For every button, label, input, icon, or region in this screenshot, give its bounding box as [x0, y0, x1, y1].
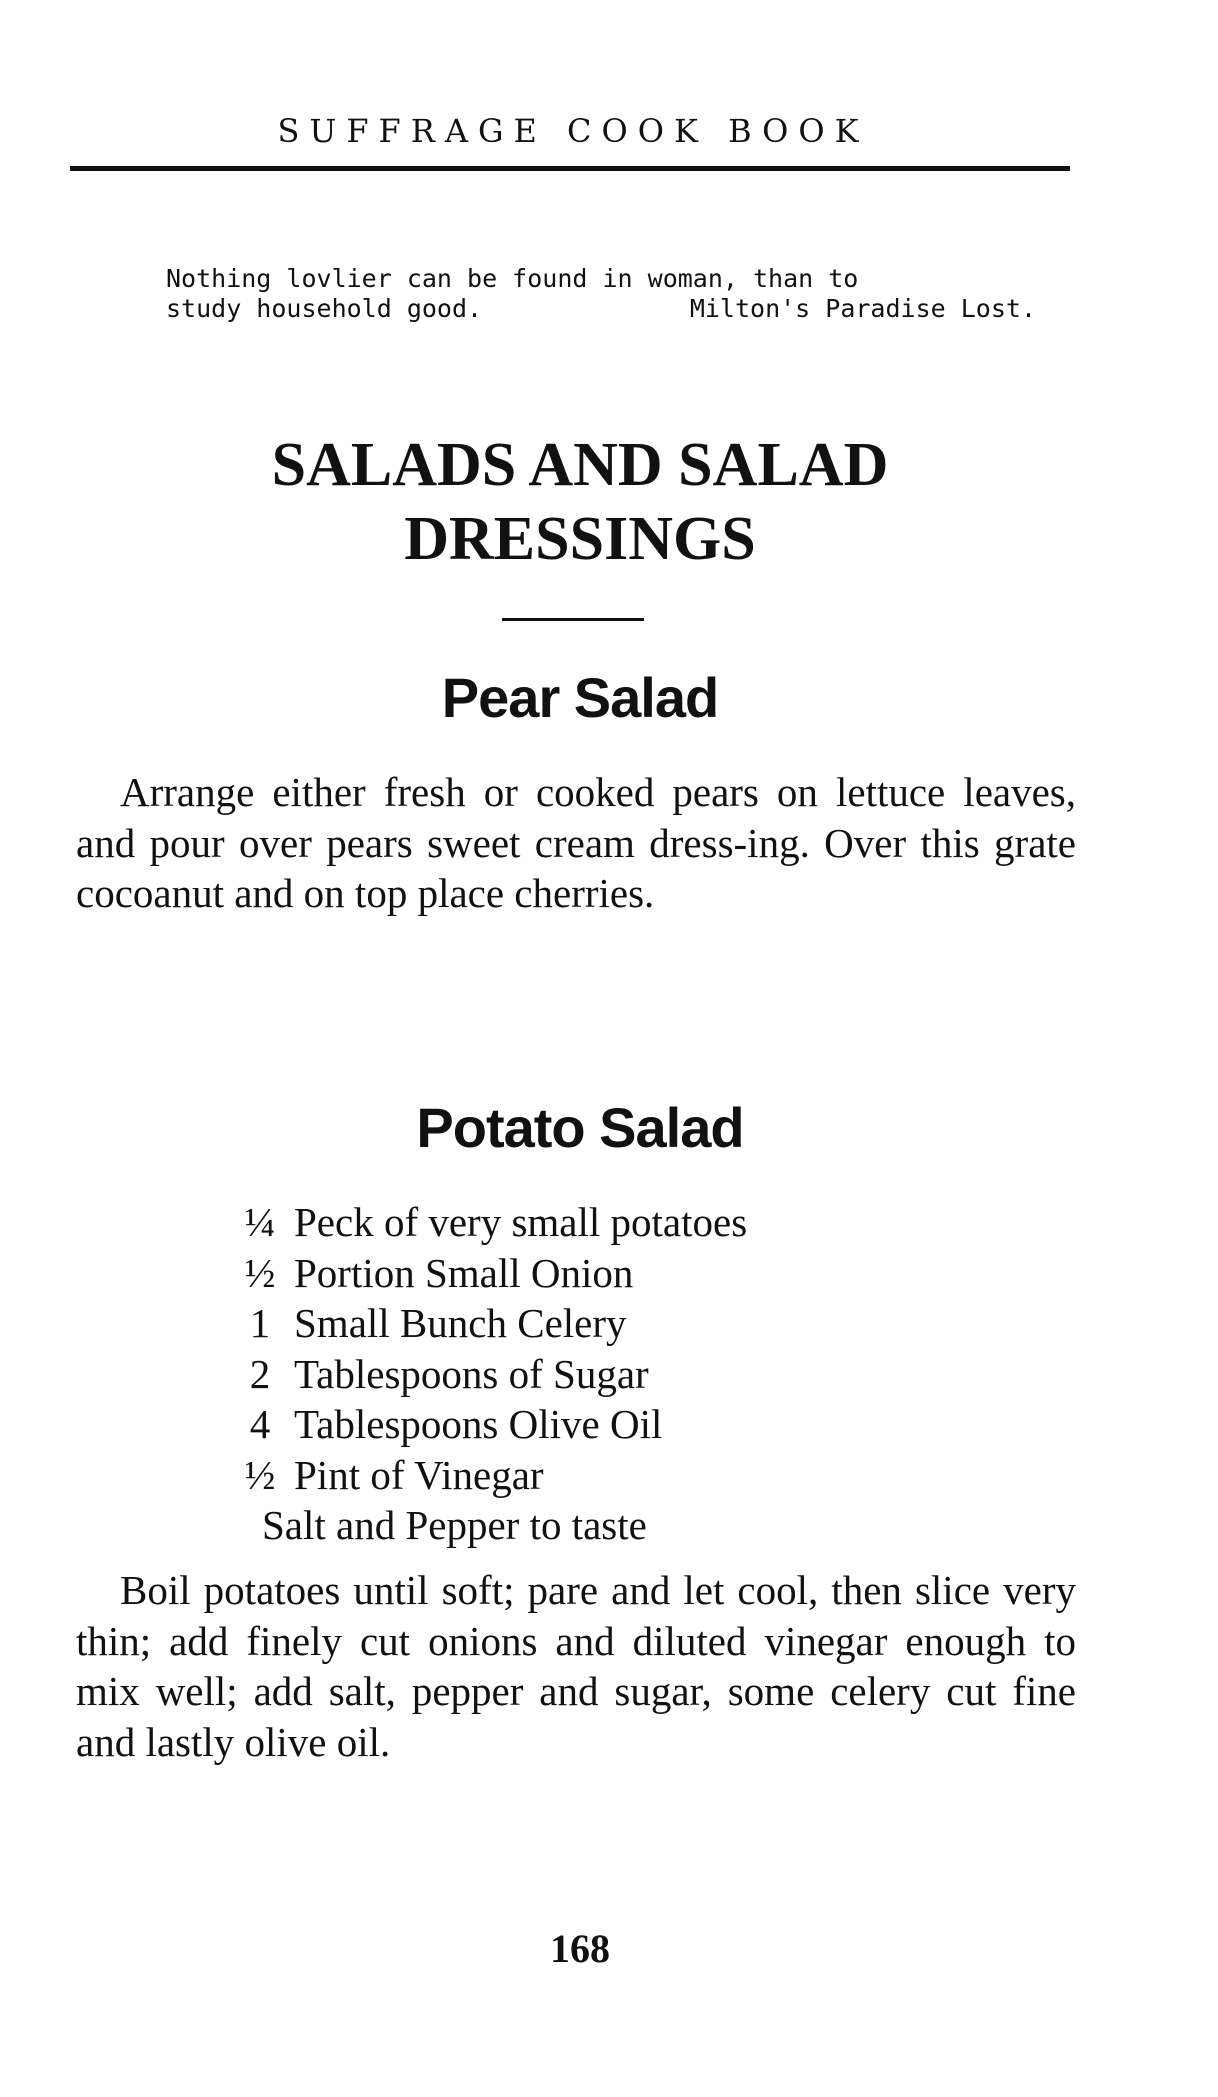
ingredient-name: Tablespoons of Sugar: [294, 1350, 649, 1397]
recipe-title-pear-salad: Pear Salad: [441, 666, 719, 729]
ingredient-item: [232, 1298, 1032, 1349]
ingredient-quantity: ¼: [244, 1199, 276, 1245]
header-rule: [70, 166, 1070, 171]
title-divider: [502, 618, 644, 621]
ingredient-name: Peck of very small potatoes: [294, 1199, 748, 1245]
ingredient-item: [232, 1248, 1032, 1299]
recipe-instructions-potato-salad: Boil potatoes until soft; pare and let cool, then slice very thin; add finely cut onions and diluted vinegar enough to mix well; add salt, pepper and sugar, some celery cut fine and lastly olive oil.: [76, 1567, 1076, 1765]
epigraph-line-1: Nothing lovlier can be found in woman, than to: [166, 264, 859, 293]
ingredient-quantity: 1: [249, 1300, 271, 1346]
ingredient-item: [232, 1349, 1032, 1400]
epigraph-line-2-text: study household good.: [166, 294, 483, 323]
recipe-instructions-pear-salad: Arrange either fresh or cooked pears on lettuce leaves, and pour over pears sweet cream dress-ing. Over this grate cocoanut and on top place cherries.: [76, 769, 1076, 916]
ingredient-item: [232, 1500, 1032, 1551]
ingredient-name: Salt and Pepper to taste: [262, 1502, 647, 1548]
ingredient-quantity: 4: [249, 1401, 271, 1447]
epigraph: [166, 264, 1036, 324]
ingredient-item: [232, 1197, 1032, 1248]
section-title-line-1: SALADS AND SALAD: [271, 431, 889, 499]
recipe-title-potato-salad: Potato Salad: [416, 1096, 744, 1159]
page-number: 168: [550, 1926, 610, 1971]
ingredient-item: [232, 1399, 1032, 1450]
epigraph-attribution: Milton's Paradise Lost.: [689, 294, 1036, 323]
ingredient-name: Portion Small Onion: [294, 1249, 634, 1296]
ingredient-name: Small Bunch Celery: [294, 1300, 627, 1346]
ingredient-quantity: 2: [249, 1350, 271, 1397]
running-header: SUFFRAGE COOK BOOK: [277, 112, 869, 150]
ingredient-name: Pint of Vinegar: [294, 1451, 544, 1498]
ingredient-list-potato-salad: [232, 1197, 1032, 1551]
section-title-line-2: DRESSINGS: [404, 505, 756, 573]
ingredient-quantity: ½: [244, 1451, 276, 1498]
ingredient-item: [232, 1450, 1032, 1501]
epigraph-line-2: [166, 294, 1036, 324]
section-title: [0, 428, 1160, 576]
ingredient-quantity: ½: [244, 1249, 276, 1296]
ingredient-name: Tablespoons Olive Oil: [294, 1401, 663, 1447]
